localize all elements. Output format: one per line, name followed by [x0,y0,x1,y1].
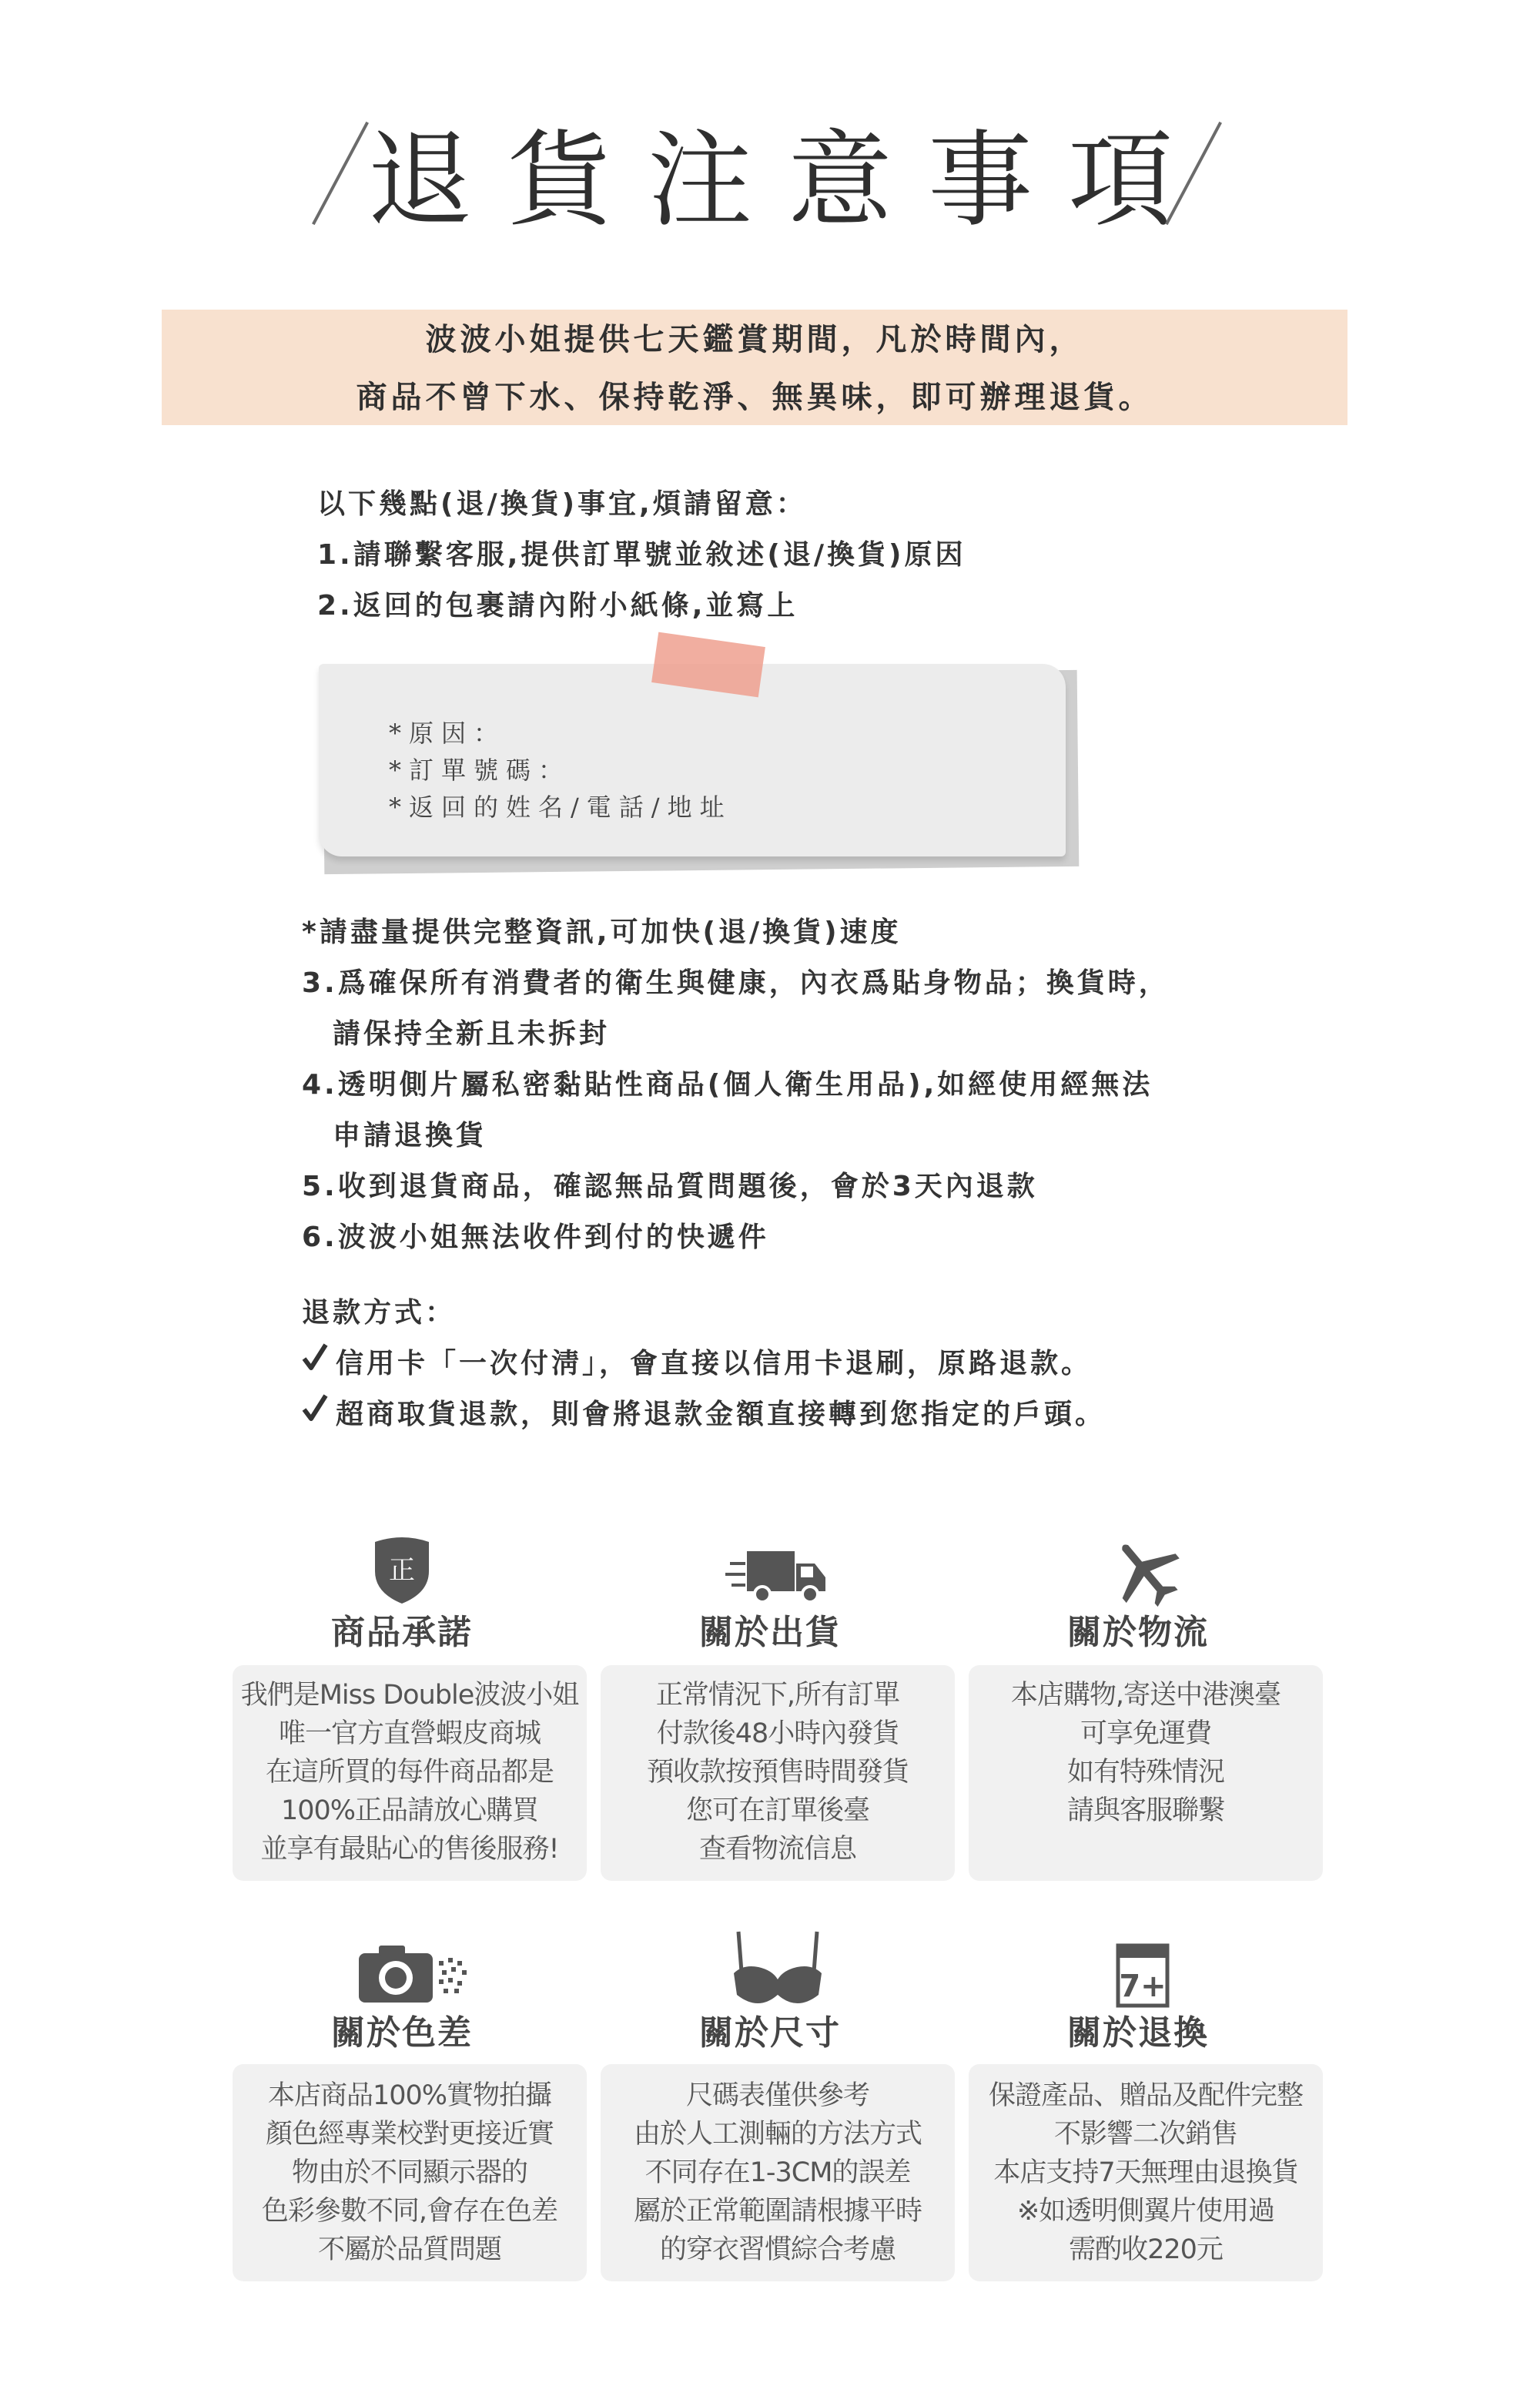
checkmark-icon [302,1393,328,1423]
calendar-icon-text: 7+ [1119,1969,1167,2004]
card-line: 如有特殊情況 [1066,1757,1224,1788]
refund-item-1: 信用卡「一次付淸」，會直接以信用卡退刷，原路退款。 [336,1348,1093,1379]
card-line: 本店購物,寄送中港澳臺 [1010,1680,1281,1711]
card-title-product-promise: 商品承諾 [331,1613,473,1652]
card-line: 我們是Miss Double波波小姐 [240,1680,579,1711]
card-line: 的穿衣習慣綜合考慮 [659,2234,896,2265]
note-line-return-contact: *返回的姓名/電話/地址 [389,793,732,822]
card-line: 查看物流信息 [698,1834,856,1865]
card-title-sizing: 關於尺寸 [699,2013,841,2053]
card-logistics [969,1665,1323,1881]
card-line: 可享免運費 [1080,1718,1211,1749]
card-line: 唯一官方直營蝦皮商城 [278,1718,541,1749]
card-line: 請與客服聯繫 [1066,1795,1224,1826]
card-title-returns: 關於退換 [1067,2013,1209,2053]
card-line: 並享有最貼心的售後服務! [260,1834,559,1865]
card-line: 屬於正常範圍請根據平時 [633,2196,922,2227]
card-title-logistics: 關於物流 [1067,1613,1209,1652]
card-line: 不影響二次銷售 [1053,2119,1237,2150]
card-line: 不同存在1-3CM的誤差 [644,2157,911,2188]
card-line: 色彩參數不同,會存在色差 [261,2196,558,2227]
instructions-intro: 以下幾點(退/換貨)事宜,煩請留意： [317,488,807,520]
rules-tip: *請盡量提供完整資訊,可加快(退/換貨)速度 [302,917,902,948]
shield-icon-text: 正 [389,1555,415,1586]
bra-icon [728,1926,820,2003]
note-line-reason: *原因： [389,719,507,748]
instructions-item-1: 1.請聯繫客服,提供訂單號並敘述(退/換貨)原因 [317,539,966,571]
note-line-order-number: *訂單號碼： [389,756,571,785]
refund-heading: 退款方式： [302,1297,457,1329]
banner-line-2: 商品不曾下水、保持乾淨、無異味，即可辦理退貨。 [356,380,1153,415]
card-line: 您可在訂單後臺 [685,1795,869,1826]
card-returns [969,2064,1323,2281]
card-shipping [601,1665,955,1881]
card-line: 由於人工測輛的方法方式 [633,2119,922,2150]
checkmark-icon [302,1342,328,1372]
card-line: 顏色經專業校對更接近實 [265,2119,554,2150]
page-title: 退貨注意事項 [367,120,1208,242]
card-line: 尺碼表僅供參考 [685,2080,869,2111]
card-title-shipping: 關於出貨 [699,1613,841,1652]
card-line: 物由於不同顯示器的 [291,2157,527,2188]
card-line: 付款後48小時內發貨 [656,1718,899,1749]
card-title-color-difference: 關於色差 [331,2013,473,2053]
rules-item-3b: 請保持全新且未拆封 [333,1018,611,1050]
airplane-icon [1103,1533,1195,1610]
refund-item-2: 超商取貨退款，則會將退款金額直接轉到您指定的戶頭。 [336,1399,1106,1430]
card-line: 在這所買的每件商品都是 [265,1757,554,1788]
card-line: 不屬於品質問題 [317,2234,501,2265]
card-line: 本店商品100%實物拍攝 [267,2080,552,2111]
rules-item-6: 6.波波小姐無法收件到付的快遞件 [302,1222,769,1253]
banner-line-1: 波波小姐提供七天鑑賞期間，凡於時間內， [425,322,1084,357]
card-product-promise [233,1665,587,1881]
card-line: ※如透明側翼片使用過 [1016,2196,1275,2227]
rules-item-4b: 申請退換貨 [333,1120,487,1151]
rules-item-3a: 3.爲確保所有消費者的衛生與健康，內衣爲貼身物品；換貨時， [302,967,1170,999]
card-line: 保證產品、贈品及配件完整 [988,2080,1303,2111]
card-sizing [601,2064,955,2281]
card-color-difference [233,2064,587,2281]
card-line: 預收款按預售時間發貨 [646,1757,909,1788]
card-line: 正常情況下,所有訂單 [655,1680,900,1711]
rules-item-4a: 4.透明側片屬私密黏貼性商品(個人衛生用品),如經使用經無法 [302,1069,1153,1101]
card-line: 100%正品請放心購買 [280,1795,539,1826]
card-line: 本店支持7天無理由退換貨 [993,2157,1298,2188]
instructions-item-2: 2.返回的包裹請內附小紙條,並寫上 [317,590,798,622]
truck-icon [724,1537,816,1614]
card-line: 需酌收220元 [1069,2234,1223,2265]
shield-icon [356,1533,448,1610]
policy-banner [162,310,1348,425]
rules-item-5: 5.收到退貨商品，確認無品質問題後，會於3天內退款 [302,1171,1038,1202]
